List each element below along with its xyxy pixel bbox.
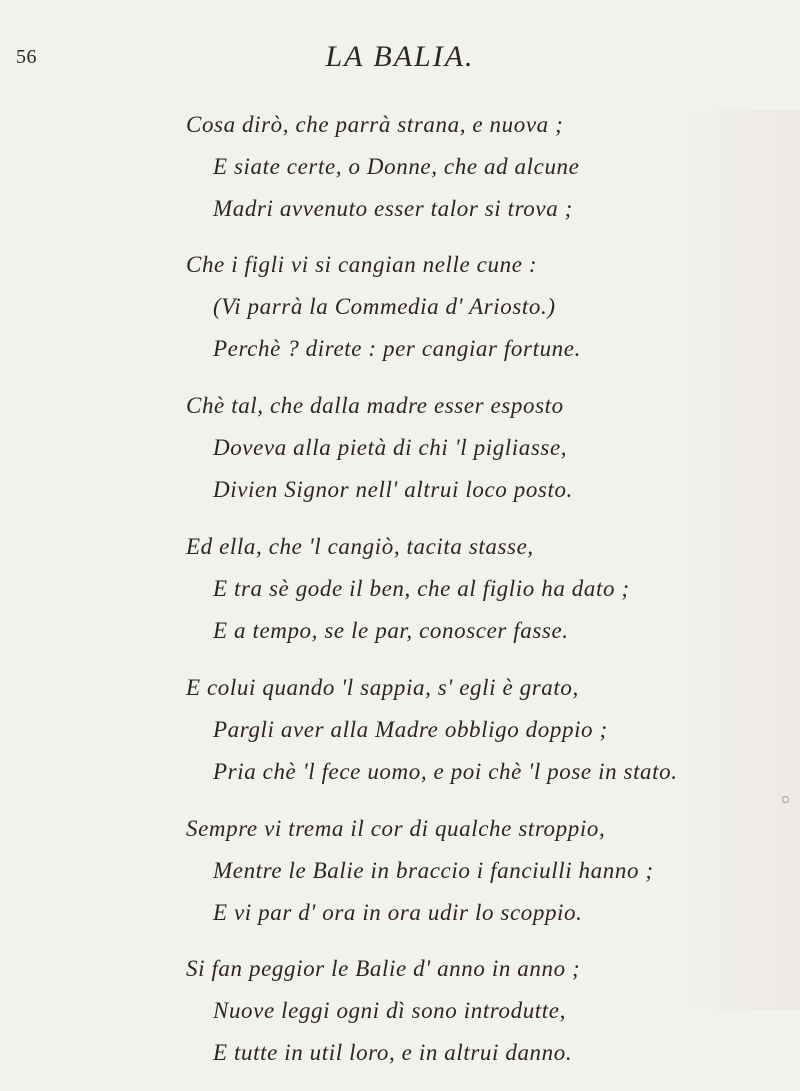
verse-line: Nuove leggi ogni dì sono introdutte, xyxy=(213,998,566,1023)
verse-line: Mentre le Balie in braccio i fanciulli hanno ; xyxy=(213,858,654,883)
verse-line: Sempre vi trema il cor di qualche stroppio, xyxy=(186,816,606,841)
page-number: 56 xyxy=(16,46,37,68)
verse-line: Ed ella, che 'l cangiò, tacita stasse, xyxy=(186,534,534,559)
verse-line: Divien Signor nell' altrui loco posto. xyxy=(213,477,573,502)
verse-line: E siate certe, o Donne, che ad alcune xyxy=(213,154,580,179)
verse-line: E tra sè gode il ben, che al figlio ha dato ; xyxy=(213,576,630,601)
verse-line: Chè tal, che dalla madre esser esposto xyxy=(186,393,564,418)
verse-line: Cosa dirò, che parrà strana, e nuova ; xyxy=(186,112,564,137)
paper-speck xyxy=(782,796,789,803)
verse-line: Pria chè 'l fece uomo, e poi chè 'l pose in stato. xyxy=(213,759,678,784)
running-title: LA BALIA. xyxy=(325,40,475,73)
verse-line: (Vi parrà la Commedia d' Ariosto.) xyxy=(213,294,556,319)
bleed-through-shadow xyxy=(680,110,800,1010)
verse-line: Che i figli vi si cangian nelle cune : xyxy=(186,252,538,277)
verse-line: Perchè ? direte : per cangiar fortune. xyxy=(213,336,581,361)
verse-line: E vi par d' ora in ora udir lo scoppio. xyxy=(213,900,583,925)
verse-line: E a tempo, se le par, conoscer fasse. xyxy=(213,618,569,643)
verse-line: Pargli aver alla Madre obbligo doppio ; xyxy=(213,717,608,742)
verse-line: E tutte in util loro, e in altrui danno. xyxy=(213,1040,573,1065)
verse-line: Si fan peggior le Balie d' anno in anno ; xyxy=(186,956,581,981)
verse-line: Madri avvenuto esser talor si trova ; xyxy=(213,196,573,221)
verse-line: Doveva alla pietà di chi 'l pigliasse, xyxy=(213,435,568,460)
verse-line: E colui quando 'l sappia, s' egli è grato, xyxy=(186,675,579,700)
